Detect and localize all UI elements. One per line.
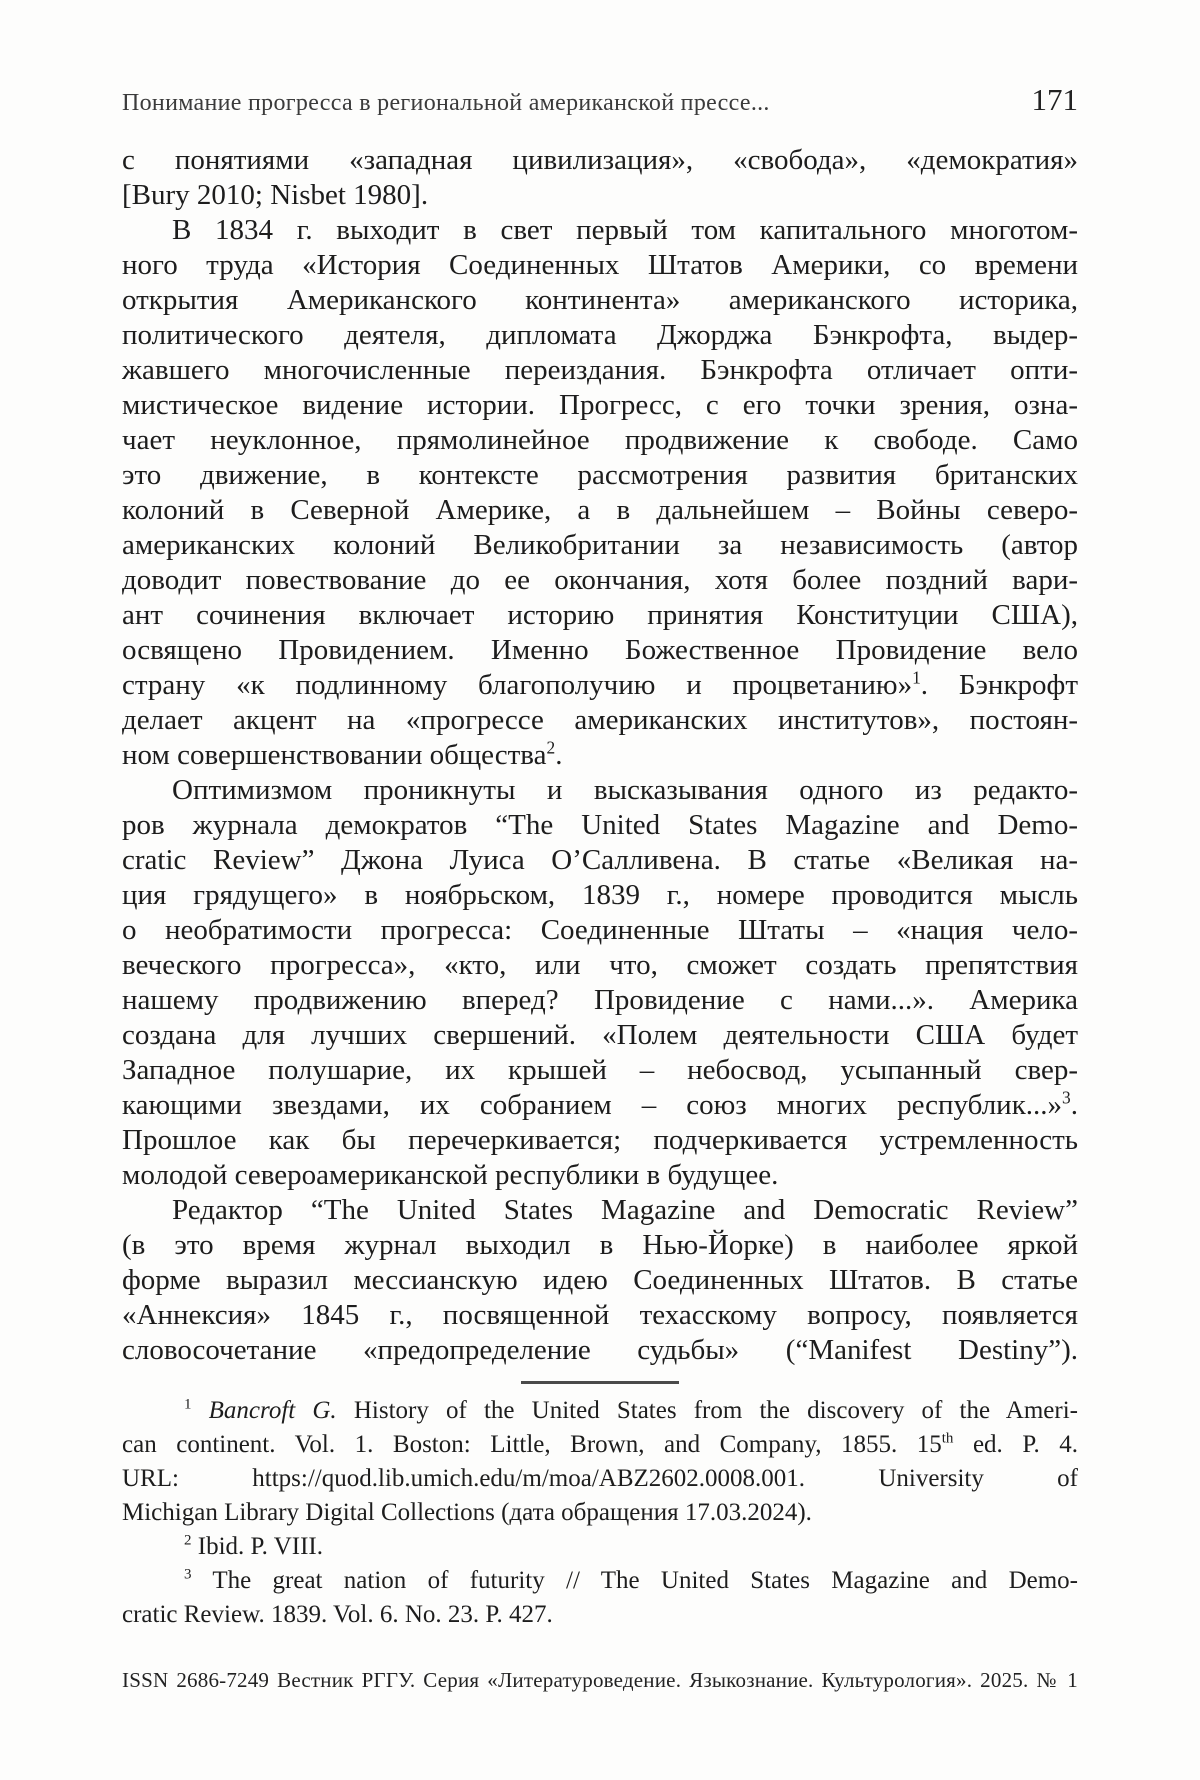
text-line: словосочетание «предопределение судьбы» (“Manifest Destiny”).: [122, 1334, 1078, 1366]
text-line: Западное полушарие, их крышей – небосвод, усыпанный свер-: [122, 1054, 1078, 1086]
text-line: В 1834 г. выходит в свет первый том капитального многотом-: [172, 214, 1078, 246]
text-line: это движение, в контексте рассмотрения развития британских: [122, 459, 1078, 491]
text-line: Прошлое как бы перечеркивается; подчеркивается устремленность: [122, 1124, 1078, 1156]
text-line: доводит повествование до ее окончания, хотя более поздний вари-: [122, 564, 1078, 596]
text-line: жавшего многочисленные переиздания. Бэнкрофта отличает опти-: [122, 354, 1078, 386]
journal-footer: ISSN 2686-7249 Вестник РГГУ. Серия «Литературоведение. Языкознание. Культурология». 2025. № 1: [122, 1668, 1078, 1692]
text-line: форме выразил мессианскую идею Соединенных Штатов. В статье: [122, 1264, 1078, 1296]
footnote-line: $^1$ Bancroft G. History of the United States from the discovery of the Ameri-: [184, 1396, 1079, 1424]
text-line: «Аннексия» 1845 г., посвященной техасскому вопросу, появляется: [122, 1299, 1078, 1331]
text-line: открытия Американского континента» американского историка,: [122, 284, 1078, 316]
article-body: [122, 143, 1078, 1368]
page-number: 171: [1031, 82, 1078, 117]
footnote-separator: [521, 1381, 679, 1384]
text-line: страну «к подлинному благополучию и процветанию»$^1$. Бэнкрофт: [122, 667, 1078, 701]
footnote-line: Michigan Library Digital Collections (дата обращения 17.03.2024).: [122, 1499, 812, 1526]
text-line: чает неуклонное, прямолинейное продвижение к свободе. Само: [122, 424, 1078, 456]
text-line: освящено Провидением. Именно Божественное Провидение вело: [122, 634, 1078, 666]
text-line: мистическое видение истории. Прогресс, с его точки зрения, озна-: [122, 389, 1078, 421]
page-header: [122, 82, 1078, 118]
footnote-line: can continent. Vol. 1. Boston: Little, Brown, and Company, 1855. 15th ed. P. 4.: [122, 1430, 1078, 1458]
footnote-line: cratic Review. 1839. Vol. 6. No. 23. P. 427.: [122, 1601, 553, 1628]
footnote-line: URL: https://quod.lib.umich.edu/m/moa/ABZ2602.0008.001. University of: [122, 1465, 1078, 1492]
text-line: Оптимизмом проникнуты и высказывания одного из редакто-: [172, 774, 1078, 806]
text-line: нашему продвижению вперед? Провидение с нами...». Америка: [122, 984, 1078, 1016]
text-line: ров журнала демократов “The United States Magazine and Demo-: [122, 809, 1078, 841]
text-line: делает акцент на «прогрессе американских институтов», постоян-: [122, 704, 1078, 736]
text-line: ант сочинения включает историю принятия Конституции США),: [122, 599, 1078, 631]
text-line: веческого прогресса», «кто, или что, сможет создать препятствия: [122, 949, 1078, 981]
text-line: с понятиями «западная цивилизация», «свобода», «демократия»: [122, 144, 1078, 176]
text-line: cratic Review” Джона Луиса О’Салливена. В статье «Великая на-: [122, 844, 1078, 876]
text-line: создана для лучших свершений. «Полем деятельности США будет: [122, 1019, 1078, 1051]
text-line: колоний в Северной Америке, а в дальнейшем – Войны северо-: [122, 494, 1078, 526]
text-line: Редактор “The United States Magazine and Democratic Review”: [172, 1194, 1078, 1226]
text-line: ном совершенствовании общества$^2$.: [122, 737, 563, 771]
running-title: Понимание прогресса в региональной американской прессе...: [122, 90, 770, 116]
text-line: молодой североамериканской республики в будущее.: [122, 1159, 779, 1191]
footnote-line: $^3$ The great nation of futurity // The United States Magazine and Demo-: [184, 1566, 1078, 1594]
footnotes: [122, 1394, 1078, 1632]
text-line: о необратимости прогресса: Соединенные Штаты – «нация чело-: [122, 914, 1078, 946]
text-line: кающими звездами, их собранием – союз многих республик...»$^3$.: [122, 1087, 1078, 1121]
footnote-line: $^2$ Ibid. P. VIII.: [184, 1532, 323, 1560]
text-line: американских колоний Великобритании за независимость (автор: [122, 529, 1078, 561]
text-line: ного труда «История Соединенных Штатов Америки, со времени: [122, 249, 1078, 281]
text-line: [Bury 2010; Nisbet 1980].: [122, 179, 429, 211]
text-line: ция грядущего» в ноябрьском, 1839 г., номере проводится мысль: [122, 879, 1078, 911]
text-line: (в это время журнал выходил в Нью-Йорке) в наиболее яркой: [122, 1229, 1078, 1261]
text-line: политического деятеля, дипломата Джорджа Бэнкрофта, выдер-: [122, 319, 1078, 351]
